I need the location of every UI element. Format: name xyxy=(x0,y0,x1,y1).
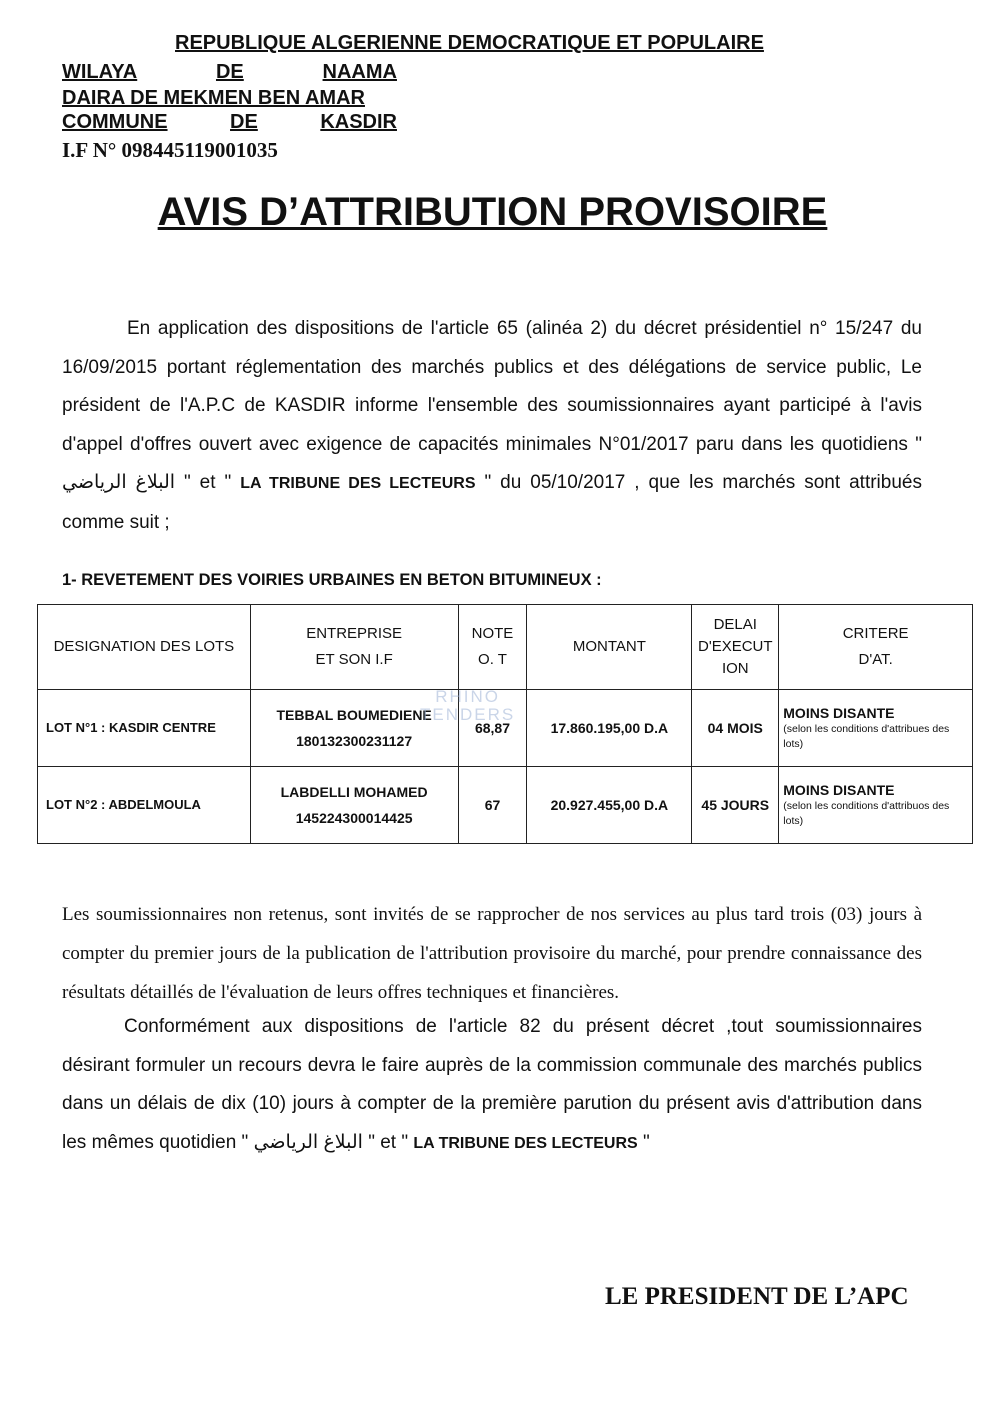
page-title: AVIS D’ATTRIBUTION PROVISOIRE xyxy=(157,190,828,234)
attribution-table xyxy=(37,604,973,844)
wilaya-label: WILAYA xyxy=(62,61,138,83)
intro-newspaper-arabic: البلاغ الرياضي xyxy=(62,472,176,493)
lot-entreprise xyxy=(250,767,458,844)
recours-text-after: " xyxy=(642,1131,650,1153)
recours-paragraph xyxy=(62,1008,922,1163)
lot-montant: 20.927.455,00 D.A xyxy=(527,767,692,844)
commune-de: DE xyxy=(230,111,258,133)
lot-note: 67 xyxy=(458,767,527,844)
recours-text-before: Conformément aux dispositions de l'article 82 du présent décret ,tout soumissionnaires désirant formuler un recours devra le faire auprès de la commission communale des marchés publics dans un délais de dix (10) jours à compter de la première parution du présent avis d'attribution dans les mêmes quotidien " xyxy=(62,1016,922,1153)
header-delai-line2: D'EXECUT xyxy=(698,638,773,655)
republic-header: REPUBLIQUE ALGERIENNE DEMOCRATIQUE ET POPULAIRE xyxy=(175,32,764,54)
critere-note: (selon les conditions d'attribuos des lots) xyxy=(783,800,950,827)
entreprise-if: 145224300014425 xyxy=(295,810,413,826)
entreprise-name: LABDELLI MOHAMED xyxy=(280,784,428,800)
watermark-logo xyxy=(420,688,515,724)
lot-critere xyxy=(779,767,973,844)
header-entreprise-line1: ENTREPRISE xyxy=(306,625,403,642)
header-delai-line3: ION xyxy=(721,660,749,677)
intro-text-after: " du 05/10/2017 , que les marchés sont attribués comme suit ; xyxy=(62,472,922,533)
entreprise-if: 180132300231127 xyxy=(296,733,413,749)
header-entreprise-line2: ET SON I.F xyxy=(315,651,393,668)
lot-delai: 45 JOURS xyxy=(692,767,779,844)
daira-line xyxy=(62,87,397,110)
entreprise-name: TEBBAL BOUMEDIENE xyxy=(276,707,432,723)
table-row xyxy=(38,767,973,844)
header-critere-line2: D'AT. xyxy=(858,651,893,668)
wilaya-de: DE xyxy=(215,61,244,83)
lot-critere xyxy=(779,690,973,767)
watermark-line2: TENDERS xyxy=(420,705,516,724)
header-note-line2: O. T xyxy=(478,651,507,668)
commune-name: KASDIR xyxy=(320,111,397,133)
intro-text-before: En application des dispositions de l'article 65 (alinéa 2) du décret présidentiel n° 15/247 du 16/09/2015 portant réglementation des marchés publics et des délégations de service public, Le président de l'A.P.C de KASDIR informe l'ensemble des soumissionnaires ayant participé à l'avis d'appel d'offres ouvert avec exigence de capacités minimales N°01/2017 paru dans les quotidiens " xyxy=(62,318,922,455)
lot-delai: 04 MOIS xyxy=(692,690,779,767)
recours-newspaper-tribune: LA TRIBUNE DES LECTEURS xyxy=(413,1134,638,1152)
header-delai xyxy=(692,605,779,690)
wilaya-line xyxy=(62,61,397,84)
header-entreprise xyxy=(250,605,458,690)
header-designation: DESIGNATION DES LOTS xyxy=(38,605,251,690)
lot-designation: LOT N°2 : ABDELMOULA xyxy=(38,767,251,844)
intro-paragraph xyxy=(62,310,922,542)
header-critere xyxy=(779,605,973,690)
recours-newspaper-arabic: البلاغ الرياضي xyxy=(253,1131,363,1153)
daira-text: DAIRA DE MEKMEN BEN AMAR xyxy=(62,87,365,109)
signature-title: LE PRESIDENT DE L’APC xyxy=(605,1283,909,1310)
lot-designation: LOT N°1 : KASDIR CENTRE xyxy=(38,690,251,767)
critere-main: MOINS DISANTE xyxy=(783,705,895,721)
recours-text-mid: " et " xyxy=(368,1131,409,1153)
wilaya-name: NAAMA xyxy=(322,61,397,83)
header-note-line1: NOTE xyxy=(471,625,514,642)
commune-line xyxy=(62,111,397,134)
header-delai-line1: DELAI xyxy=(713,616,757,633)
lot-note: 68,87 xyxy=(458,690,527,767)
lot-montant: 17.860.195,00 D.A xyxy=(527,690,692,767)
header-montant: MONTANT xyxy=(527,605,692,690)
header-note xyxy=(458,605,527,690)
critere-note: (selon les conditions d'attribues des lots) xyxy=(783,723,950,750)
header-critere-line1: CRITERE xyxy=(842,625,909,642)
table-header-row xyxy=(38,605,973,690)
intro-text-mid: " et " xyxy=(183,472,232,493)
watermark-line1: RHINO xyxy=(435,687,500,706)
critere-main: MOINS DISANTE xyxy=(783,782,895,798)
fiscal-id: I.F N° 098445119001035 xyxy=(62,138,278,162)
section-title: 1- REVETEMENT DES VOIRIES URBAINES EN BETON BITUMINEUX : xyxy=(62,571,602,589)
non-retenus-paragraph: Les soumissionnaires non retenus, sont invités de se rapprocher de nos services au plus tard trois (03) jours à compter du premier jours de la publication de l'attribution provisoire du marché, pour prendre connaissance des résultats détaillés de l'évaluation de leurs offres techniques et financières. xyxy=(62,904,922,1003)
intro-newspaper-tribune: LA TRIBUNE DES LECTEURS xyxy=(240,475,476,492)
commune-label: COMMUNE xyxy=(62,111,168,133)
